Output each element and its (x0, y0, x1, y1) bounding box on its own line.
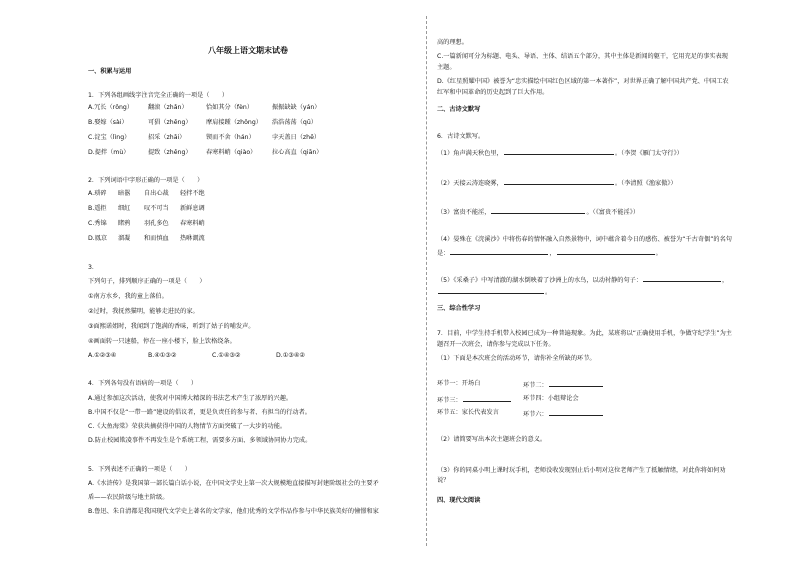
text-line: C.一篇新闻可分为标题、电头、导语、主体、结语五个部分，其中主体是新闻的躯干，它用充足的事实表现 (437, 53, 728, 60)
option-cell: 摩肩接踵（zhǒng） (206, 119, 262, 126)
option-line: C.《大鱼海棠》荣获共摘获得中国的人物情节方面突破了一大步的功能。 (88, 423, 287, 430)
question-text: 题召开一次班会，请你参与完成以下任务。 (437, 341, 555, 348)
option-cell: 翻滚（zhǎn） (148, 104, 188, 111)
option-line: D.防止校园欺凌事件不再发生是个系统工程，需要多方面、多领域协同协力完成。 (88, 437, 312, 444)
agenda-row (437, 380, 767, 388)
option-row (88, 119, 418, 127)
option-cell: 溜凝 (118, 235, 131, 242)
option-row (88, 235, 418, 243)
column-divider (426, 16, 427, 546)
option-line: B.鲁迅、朱自清都是我国现代文学史上著名的文学家，他们优秀的文学作品作参与中华民族美好的憧憬和家 (88, 508, 379, 515)
text-line: 高的理想。 (437, 39, 468, 46)
answer-blank[interactable] (643, 275, 721, 282)
option-cell: 羽孔多色 (144, 220, 169, 227)
question-stem: 6．古诗文默写。 (437, 133, 485, 140)
fill-line (437, 178, 677, 188)
poem-prompt: （5）《采桑子》中写清澈的湖水倒映着了沙洲上的水鸟，以动衬静的句子： (437, 277, 643, 284)
answer-blank[interactable] (463, 395, 511, 402)
option-cell: B.④①③② (148, 352, 177, 359)
sentence-item: ②过时，我抚然猫明，能够走进民的家。 (88, 308, 199, 315)
option-cell: 提致（zhěng） (148, 149, 192, 156)
sentence-item: ④画面转一只速船，停在一座小楼下，脸上饮格绕条。 (88, 338, 236, 345)
option-row (88, 352, 418, 360)
option-row (88, 220, 418, 228)
option-cell: C.秀锦 (88, 220, 107, 227)
answer-blank[interactable] (491, 207, 585, 214)
question-number: 3． (88, 264, 99, 271)
option-cell: 浩浩荡荡（qū） (272, 119, 317, 126)
option-row (88, 104, 418, 112)
question-stem: 5．下列表述不正确的一项是（ ） (88, 466, 191, 473)
agenda-label: 环节三： (437, 397, 462, 404)
option-cell: 热咻溉流 (180, 235, 205, 242)
section-heading: 四、现代文阅读 (437, 497, 481, 504)
option-line: A.《水浒传》是我国第一部长篇白话小说，在中国文学史上第一次大规模地直接描写封建阶级社会的主要矛 (88, 480, 379, 487)
option-cell: B.娶嫁（sài） (88, 119, 128, 126)
answer-blank[interactable] (504, 148, 614, 155)
fill-line: （5）《采桑子》中写清澈的湖水倒映着了沙洲上的水鸟，以动衬静的句子： ， (437, 277, 729, 284)
option-cell: 自出心裁 (144, 190, 169, 197)
sentence-item: ①南方水乡，我的童上落伯。 (88, 293, 168, 300)
answer-blank[interactable] (450, 248, 548, 255)
fill-line: 。 (437, 287, 551, 297)
section-heading: 一、积累与运用 (88, 68, 132, 75)
option-cell: 拉心高直（qiān） (272, 149, 323, 156)
agenda-item (523, 409, 604, 419)
option-cell: 细紅 (118, 205, 131, 212)
option-cell: 恰如其分（fèn） (206, 104, 254, 111)
question-text: （3）你的同桌小明上课时玩手机，老师没收发现别止后小明对这位老师产生了抵触情绪，对此你将如何劝 (437, 467, 726, 474)
option-cell: 春寒料峭（qiào） (206, 149, 257, 156)
poem-source: 。（李清照《渔家傲》） (614, 180, 677, 187)
agenda-label: 环节二： (523, 382, 548, 389)
option-cell: A.琐碎 (88, 190, 107, 197)
option-cell: D.提拌（mù） (88, 149, 130, 156)
option-cell: 轻拌不绝 (180, 190, 205, 197)
answer-blank[interactable] (557, 248, 655, 255)
agenda-row (437, 409, 767, 417)
option-cell: 新鲜息调 (180, 205, 205, 212)
poem-prompt: （1）角声满天秋色里， (437, 150, 503, 157)
option-cell: 孛天盖日（zhē） (272, 134, 321, 141)
question-stem: 下列句子，排列顺序正确的一项是（ ） (88, 278, 206, 285)
question-text: （4）晏殊在《浣溪沙》中将伤春的情怀融入自然景物中，词中蕴含着今日的感伤、被誉为“千古奇偶”的名句 (437, 236, 732, 243)
option-cell: 暗嚣 (118, 190, 131, 197)
agenda-item: 环节一：开场白 (437, 380, 481, 387)
poem-prompt: （2）天接云涛连晓雾， (437, 180, 503, 187)
option-line: B.中国不仅是“一带一路”建设的倡议者，更是负责任的参与者、有担当的行动者。 (88, 409, 311, 416)
option-cell: A.冗长（rǒng） (88, 104, 134, 111)
agenda-row (437, 395, 767, 403)
text-line: 主题。 (437, 64, 456, 71)
option-cell: D.鳳京 (88, 235, 108, 242)
option-cell: 睹鸦 (118, 220, 131, 227)
answer-blank[interactable] (549, 380, 603, 387)
answer-blank[interactable] (504, 178, 614, 185)
agenda-item: 环节四：小组辩论会 (523, 395, 579, 402)
sentence-item: ③面熙诺姐时，我闻到了饱满的香味，听到了姑子的哺发声。 (88, 323, 255, 330)
option-cell: 和而慎血 (144, 235, 169, 242)
option-row (88, 134, 418, 142)
question-stem: 2．下列词语中字形正确的一项是（ ） (88, 177, 204, 184)
poem-prompt: （3）富贵不能淫， (437, 209, 491, 216)
poem-source: 。（《富贵不能淫》） (586, 209, 640, 216)
option-row (88, 205, 418, 213)
question-text: （1）下面是本次班会的活动环节，请你补全所缺的环节。 (437, 355, 596, 362)
question-text: 7．目前，中学生持手机带入校园已成为一种普遍现象。为此，某班将以“正确使用手机，争做守纪学生”为主 (437, 330, 732, 337)
option-line: 盾——农民阶级与地主阶级。 (88, 494, 169, 501)
section-heading: 二、古诗文默写 (437, 106, 481, 113)
agenda-label: 环节六： (523, 411, 548, 418)
option-cell: C.①④③② (212, 352, 241, 359)
answer-blank[interactable] (438, 287, 544, 294)
section-heading: 三、综合性学习 (437, 305, 481, 312)
option-cell: 可猖（zhēng） (148, 119, 192, 126)
option-row (88, 149, 418, 157)
question-text: （2）请简要写出本次主题班会的意义。 (437, 436, 547, 443)
fill-line (437, 148, 683, 158)
poem-prompt: 是： (437, 250, 450, 257)
option-cell: C.淀宝（lìng） (88, 134, 131, 141)
poem-source: 。（李贺《雁门太守行》） (614, 150, 683, 157)
fill-line: 是： ， 。 (437, 250, 662, 257)
option-cell: 春寒料峭 (180, 220, 205, 227)
agenda-item (437, 395, 512, 405)
option-cell: B.遥拒 (88, 205, 107, 212)
answer-blank[interactable] (549, 409, 603, 416)
text-line: 红军和中国革命的历史起到了巨大作用。 (437, 89, 549, 96)
option-cell: 招采（zhāi） (148, 134, 186, 141)
option-cell: 叹不可当 (144, 205, 169, 212)
question-stem: 1．下列各组画线字注音完全正确的一项是（ ） (88, 92, 229, 99)
agenda-item (523, 380, 604, 390)
option-cell: 锲而不舍（hán） (206, 134, 255, 141)
option-cell: A.①②③④ (88, 352, 117, 359)
option-cell: D.①③④② (276, 352, 305, 359)
option-cell: 振振缺缺（yán） (272, 104, 321, 111)
option-line: A.通过参加这次活动，使我对中国博大精深的书法艺术产生了浓厚的兴趣。 (88, 395, 293, 402)
exam-title: 八年级上语文期末试卷 (208, 46, 288, 55)
agenda-item: 环节五：家长代表发言 (437, 409, 499, 416)
question-stem: 4．下列各句没有语病的一项是（ ） (88, 380, 198, 387)
question-text: 说？ (437, 477, 450, 484)
option-row (88, 190, 418, 198)
fill-line (437, 207, 639, 217)
text-line: D.《红星照耀中国》被誉为“忠实描绘中国红色区域的第一本著作”，对世界正确了解中国共产党、中国工农 (437, 78, 729, 85)
